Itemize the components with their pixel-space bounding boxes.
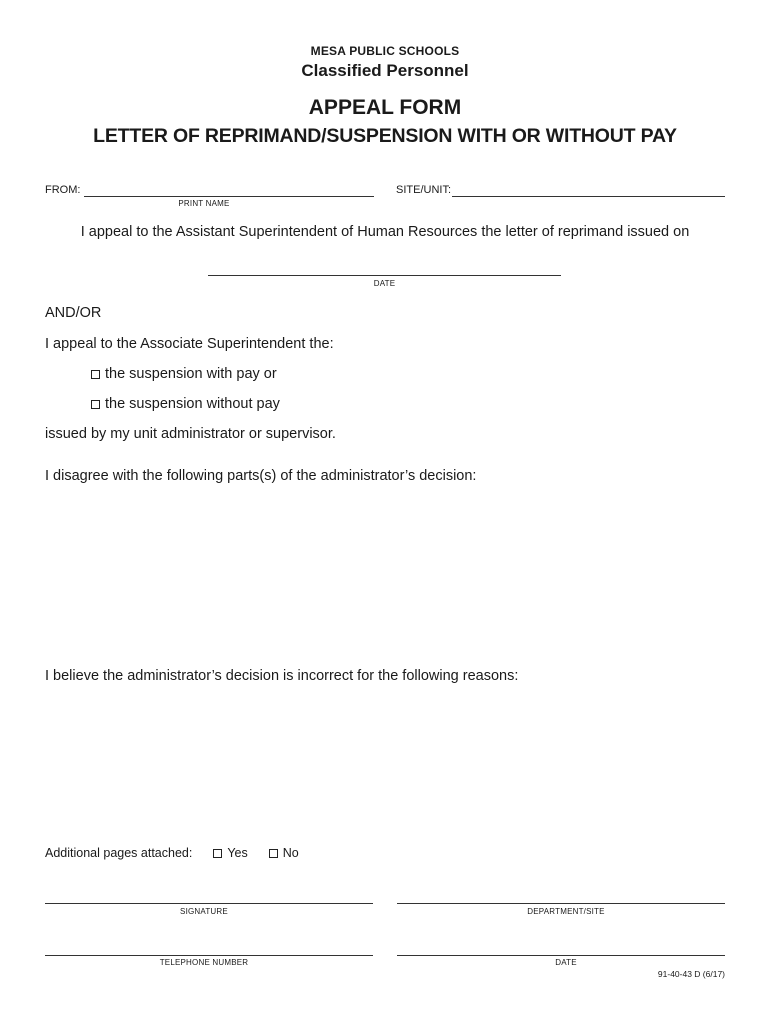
with-pay-checkbox[interactable] xyxy=(91,370,100,379)
telephone-field[interactable] xyxy=(45,955,373,956)
additional-pages-row xyxy=(45,846,299,860)
option-with-pay xyxy=(91,366,277,382)
signature-date-field[interactable] xyxy=(397,955,725,956)
appeal-statement: I appeal to the Assistant Superintendent of Human Resources the letter of reprimand issued on xyxy=(80,224,690,240)
site-unit-field[interactable] xyxy=(452,196,725,197)
issued-by-statement: issued by my unit administrator or supervisor. xyxy=(45,426,336,442)
with-pay-label: the suspension with pay or xyxy=(105,366,277,382)
print-name-caption: PRINT NAME xyxy=(178,199,230,208)
department-site-caption: DEPARTMENT/SITE xyxy=(527,907,605,916)
disagree-prompt: I disagree with the following parts(s) of the administrator’s decision: xyxy=(45,468,477,484)
without-pay-checkbox[interactable] xyxy=(91,400,100,409)
no-label: No xyxy=(282,846,299,860)
from-name-field[interactable] xyxy=(84,196,374,197)
reprimand-date-field[interactable] xyxy=(208,275,561,276)
site-unit-label: SITE/UNIT: xyxy=(396,184,452,196)
additional-pages-label: Additional pages attached: xyxy=(45,846,193,860)
form-title: APPEAL FORM xyxy=(308,96,462,119)
signature-date-caption: DATE xyxy=(555,958,577,967)
department-name: Classified Personnel xyxy=(301,61,469,80)
and-or-label: AND/OR xyxy=(45,305,102,321)
reasons-prompt: I believe the administrator’s decision is incorrect for the following reasons: xyxy=(45,668,519,684)
yes-label: Yes xyxy=(227,846,248,860)
no-checkbox[interactable] xyxy=(269,849,278,858)
department-site-field[interactable] xyxy=(397,903,725,904)
reasons-response-area[interactable] xyxy=(45,692,725,832)
signature-caption: SIGNATURE xyxy=(180,907,228,916)
without-pay-label: the suspension without pay xyxy=(105,396,280,412)
form-number: 91-40-43 D (6/17) xyxy=(657,969,725,979)
organization-name: MESA PUBLIC SCHOOLS xyxy=(310,44,460,58)
signature-field[interactable] xyxy=(45,903,373,904)
yes-checkbox[interactable] xyxy=(213,849,222,858)
telephone-caption: TELEPHONE NUMBER xyxy=(159,958,249,967)
option-without-pay xyxy=(91,396,280,412)
disagree-response-area[interactable] xyxy=(45,492,725,652)
reprimand-date-caption: DATE xyxy=(373,279,396,288)
appeal-associate-statement: I appeal to the Associate Superintendent the: xyxy=(45,336,334,352)
from-label: FROM: xyxy=(45,184,81,196)
form-subtitle: LETTER OF REPRIMAND/SUSPENSION WITH OR WITHOUT PAY xyxy=(93,125,677,147)
